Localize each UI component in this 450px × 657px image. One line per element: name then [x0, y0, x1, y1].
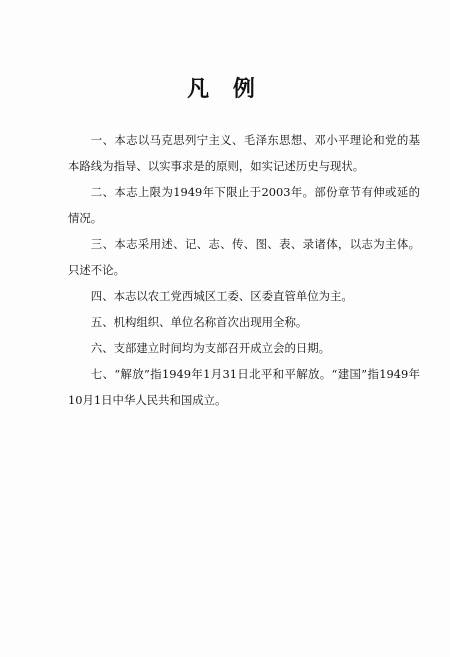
paragraph-6: 六、支部建立时间均为支部召开成立会的日期。: [90, 341, 331, 355]
paragraph-4: 四、本志以农工党西城区工委、区委直管单位为主。: [90, 289, 353, 303]
paragraph-7: 七、“解放”指1949年1月31日北平和平解放。“建国”指1949年10月1日中华人民共和国成立。: [68, 367, 420, 407]
paragraph-3: 三、本志采用述、记、志、传、图、表、录诸体，以志为主体。只述不论。: [68, 237, 420, 277]
paragraph-5: 五、机构组织、单位名称首次出现用全称。: [90, 315, 308, 329]
page-title: 凡 例: [187, 77, 263, 102]
paragraph-1: 一、本志以马克思列宁主义、毛泽东思想、邓小平理论和党的基本路线为指导、以实事求是的原则，如实记述历史与现状。: [68, 133, 420, 173]
paragraph-2: 二、本志上限为1949年下限止于2003年。部份章节有伸或延的情况。: [68, 185, 420, 225]
body-text: [68, 127, 420, 413]
